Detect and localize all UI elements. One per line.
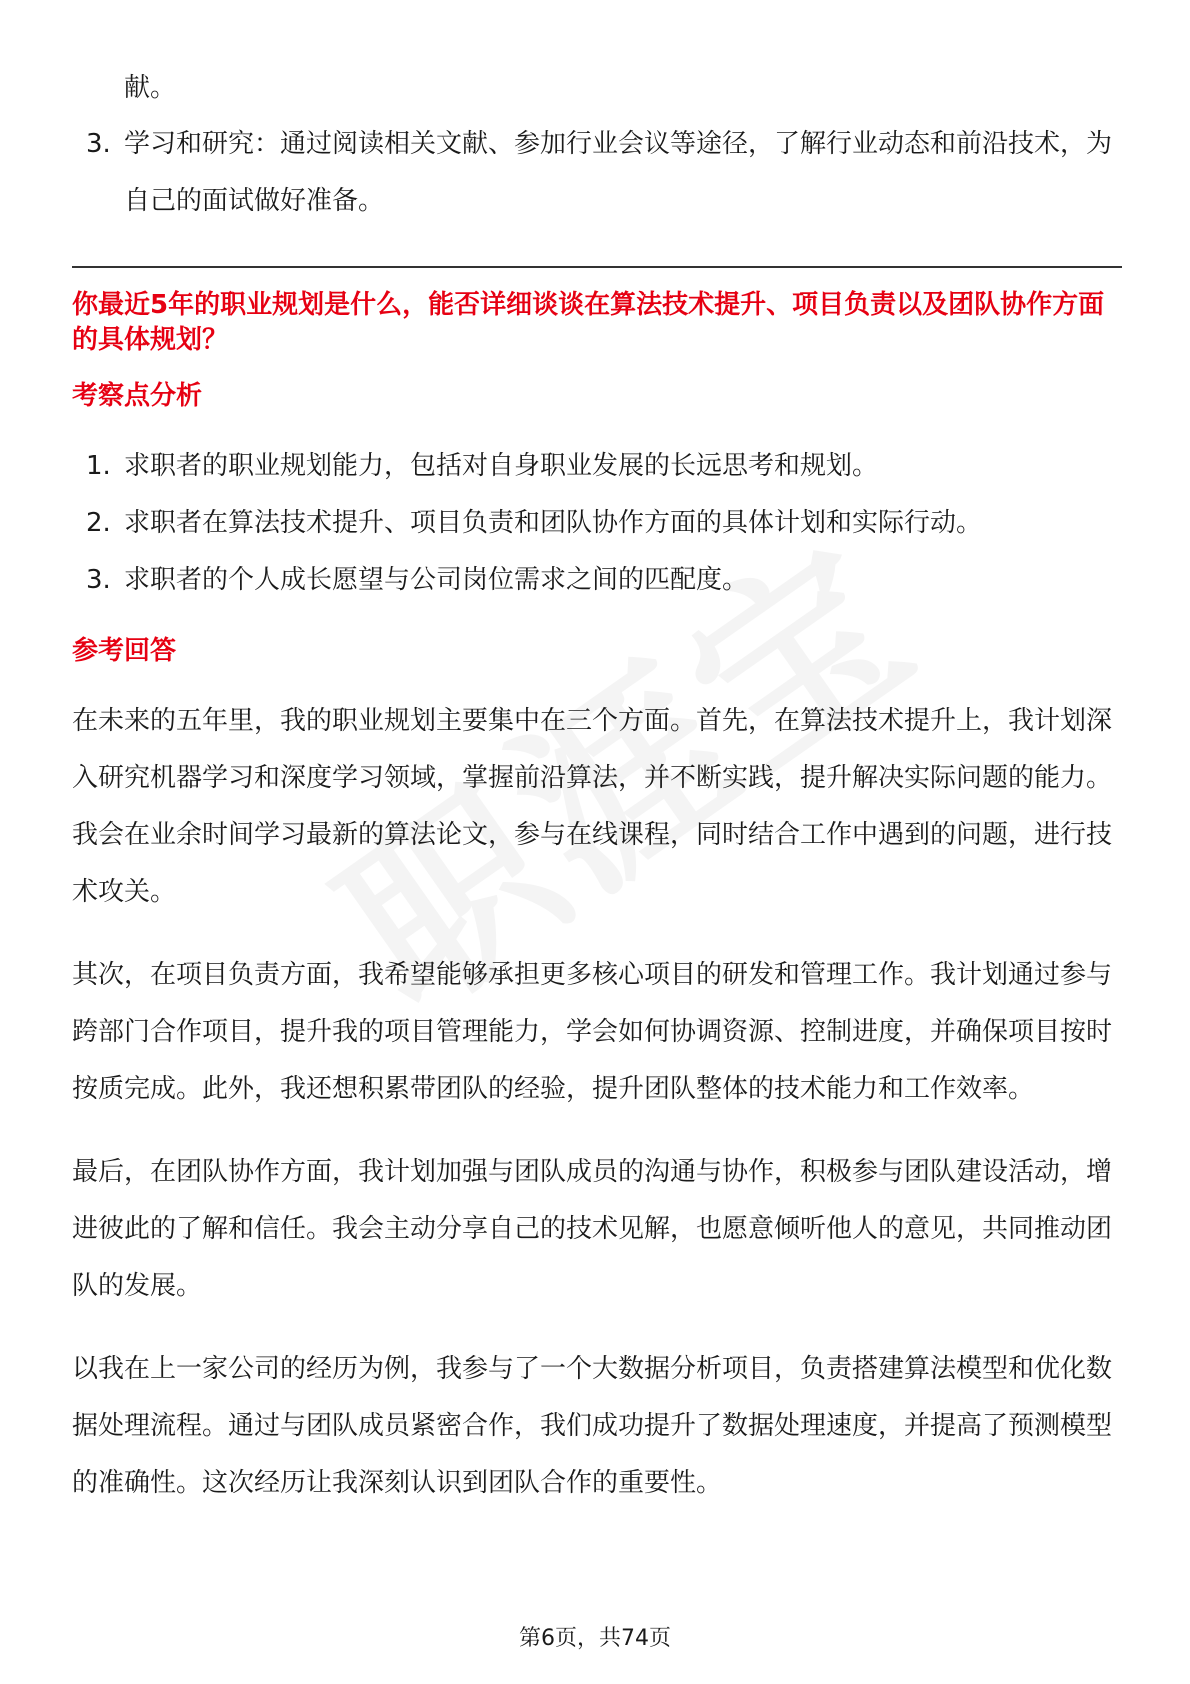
divider [72,266,1122,268]
list-item [72,495,1122,552]
answer-paragraph-4: 以我在上一家公司的经历为例，我参与了一个大数据分析项目，负责搭建算法模型和优化数据处理流程。通过与团队成员紧密合作，我们成功提升了数据处理速度，并提高了预测模型的准确性。这次经历让我深刻认识到团队合作的重要性。 [72,1354,1113,1498]
continued-text: 献。 [124,73,177,103]
list-number: 3. [86,129,111,159]
analysis-heading: 考察点分析 [72,381,203,411]
analysis-list [72,438,1122,609]
list-item [72,438,1122,495]
answer-paragraph-3: 最后，在团队协作方面，我计划加强与团队成员的沟通与协作，积极参与团队建设活动，增进彼此的了解和信任。我会主动分享自己的技术见解，也愿意倾听他人的意见，共同推动团队的发展。 [72,1157,1113,1301]
list-item [72,552,1122,609]
top-list [72,116,1122,230]
list-number: 3. [86,565,111,595]
page-content [72,60,1122,1512]
answer-heading: 参考回答 [72,636,177,666]
answer-paragraph-1: 在未来的五年里，我的职业规划主要集中在三个方面。首先，在算法技术提升上，我计划深入研究机器学习和深度学习领域，掌握前沿算法，并不断实践，提升解决实际问题的能力。我会在业余时间学习最新的算法论文，参与在线课程，同时结合工作中遇到的问题，进行技术攻关。 [72,706,1113,907]
list-text: 求职者的职业规划能力，包括对自身职业发展的长远思考和规划。 [124,451,879,481]
list-text: 求职者的个人成长愿望与公司岗位需求之间的匹配度。 [124,565,749,595]
list-number: 1. [86,451,111,481]
list-number: 2. [86,508,111,538]
list-text: 求职者在算法技术提升、项目负责和团队协作方面的具体计划和实际行动。 [124,508,983,538]
question-title: 你最近5年的职业规划是什么，能否详细谈谈在算法技术提升、项目负责以及团队协作方面的具体规划？ [72,290,1105,355]
answer-paragraph-2: 其次，在项目负责方面，我希望能够承担更多核心项目的研发和管理工作。我计划通过参与跨部门合作项目，提升我的项目管理能力，学会如何协调资源、控制进度，并确保项目按时按质完成。此外，我还想积累带团队的经验，提升团队整体的技术能力和工作效率。 [72,960,1113,1104]
list-text: 学习和研究：通过阅读相关文献、参加行业会议等途径，了解行业动态和前沿技术，为自己的面试做好准备。 [124,129,1113,216]
page-footer: 第6页，共74页 [519,1626,671,1651]
list-item [72,116,1122,230]
